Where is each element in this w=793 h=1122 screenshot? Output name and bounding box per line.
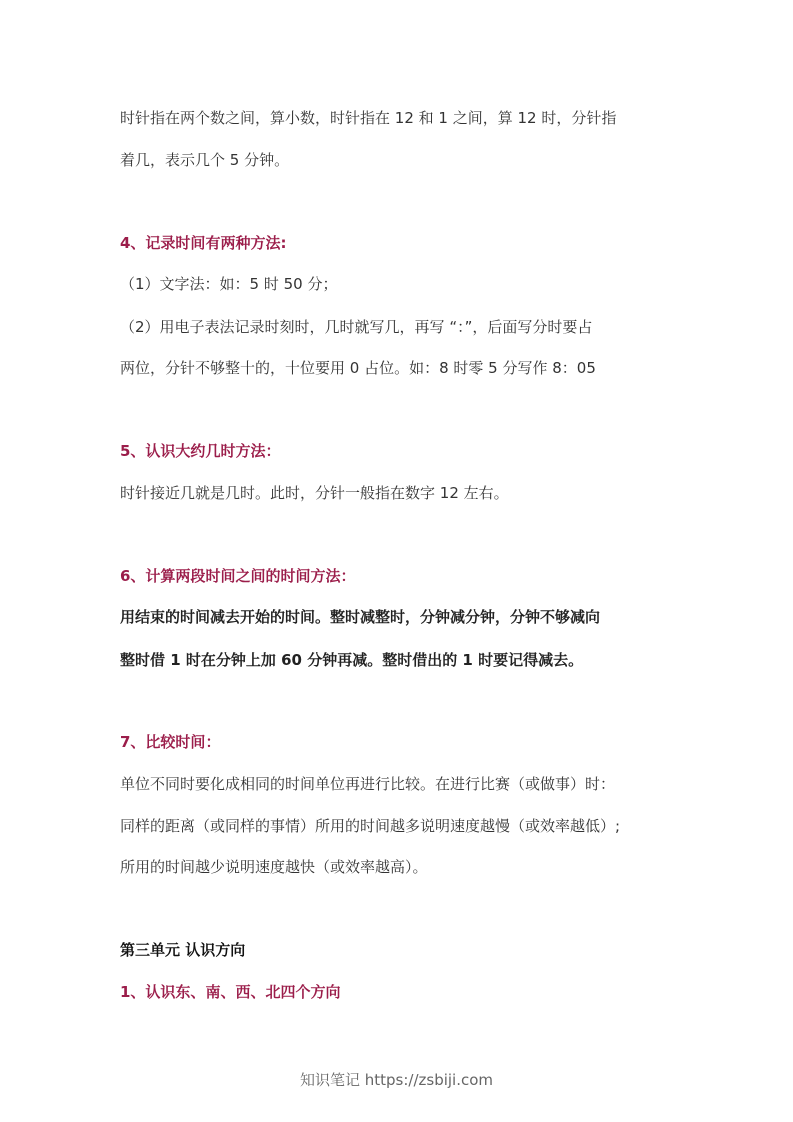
footer-watermark: 知识笔记 https://zsbiji.com bbox=[299, 1071, 494, 1089]
section-heading-6: 6、计算两段时间之间的时间方法： bbox=[120, 567, 356, 585]
paragraph-line: （1）文字法：如：5 时 50 分； bbox=[120, 275, 338, 293]
section-heading-4: 4、记录时间有两种方法: bbox=[120, 234, 287, 252]
bold-paragraph-line: 用结束的时间减去开始的时间。整时减整时，分钟减分钟，分钟不够减向 bbox=[120, 608, 601, 626]
paragraph-line: 着几，表示几个 5 分钟。 bbox=[120, 151, 290, 169]
unit-title: 第三单元 认识方向 bbox=[120, 941, 246, 959]
paragraph-line: 同样的距离（或同样的事情）所用的时间越多说明速度越慢（或效率越低）; bbox=[120, 817, 621, 835]
paragraph-line: 所用的时间越少说明速度越快（或效率越高）。 bbox=[120, 858, 428, 876]
bold-paragraph-line: 整时借 1 时在分钟上加 60 分钟再减。整时借出的 1 时要记得减去。 bbox=[120, 651, 584, 669]
paragraph-line: 时针指在两个数之间，算小数，时针指在 12 和 1 之间，算 12 时，分针指 bbox=[120, 109, 617, 127]
section-heading-7: 7、比较时间： bbox=[120, 733, 221, 751]
section-heading-1: 1、认识东、南、西、北四个方向 bbox=[120, 983, 341, 1001]
paragraph-line: （2）用电子表法记录时刻时，几时就写几，再写 “：”，后面写分时要占 bbox=[120, 318, 593, 336]
paragraph-line: 时针接近几就是几时。此时，分针一般指在数字 12 左右。 bbox=[120, 484, 509, 502]
paragraph-line: 两位，分针不够整十的，十位要用 0 占位。如：8 时零 5 分写作 8：05 bbox=[120, 359, 596, 377]
section-heading-5: 5、认识大约几时方法： bbox=[120, 442, 281, 460]
paragraph-line: 单位不同时要化成相同的时间单位再进行比较。在进行比赛（或做事）时： bbox=[120, 775, 616, 793]
